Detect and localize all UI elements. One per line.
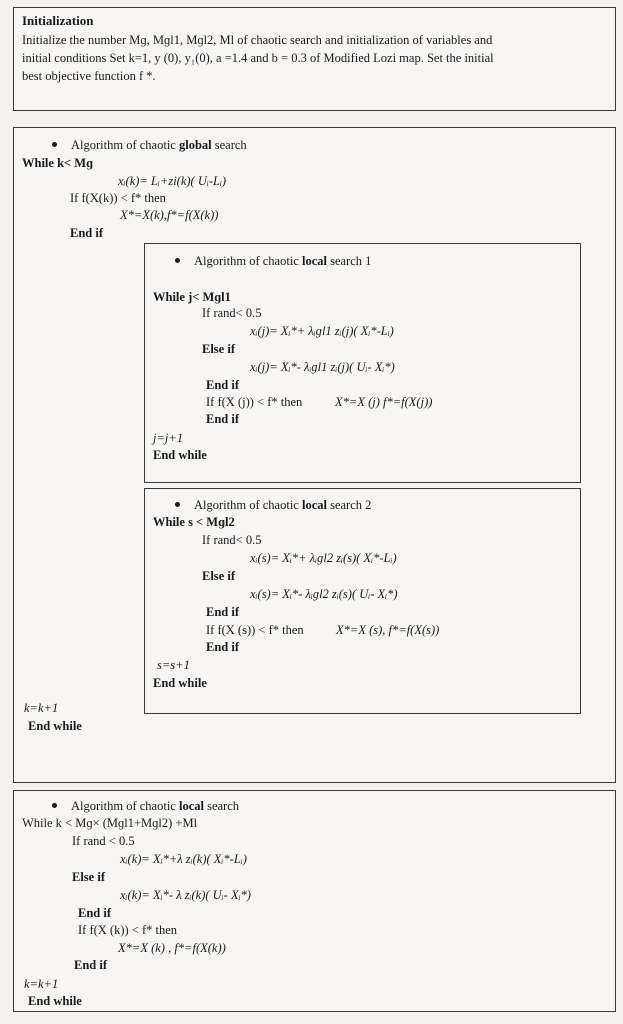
local1-equation-1: xᵢ(j)= Xᵢ*+ λᵢɡl1 zᵢ(j)( Xᵢ*-Lᵢ) <box>250 324 394 338</box>
local2-if-objective: If f(X (s)) < f* then <box>206 623 304 637</box>
global-search-heading: Algorithm of chaotic global search <box>52 138 247 152</box>
local3-end-if-2: End if <box>74 958 108 972</box>
local1-best-assignment: X*=X (j) f*=f(X(j)) <box>335 395 433 409</box>
local2-end-while: End while <box>153 676 207 690</box>
bullet-icon <box>52 142 57 147</box>
local2-if-rand: If rand< 0.5 <box>202 533 262 547</box>
local-search-2-heading: Algorithm of chaotic local search 2 <box>175 498 371 512</box>
global-end-if: End if <box>70 226 104 240</box>
local2-end-if-2: End if <box>206 640 240 654</box>
local3-best-assignment: X*=X (k) , f*=f(X(k)) <box>118 941 226 955</box>
bullet-icon <box>175 502 180 507</box>
local1-end-while: End while <box>153 448 207 462</box>
local2-else-if: Else if <box>202 569 235 583</box>
local3-increment: k=k+1 <box>24 977 59 991</box>
bullet-icon <box>175 258 180 263</box>
global-end-while: End while <box>28 719 82 733</box>
initialization-line-3: best objective function f *. <box>22 69 156 83</box>
global-while: While k< Mɡ <box>22 156 93 170</box>
initialization-line-2: initial conditions Set k=1, y (0), y₁(0), a =1.4 and b = 0.3 of Modified Lozi map. Set the initial <box>22 51 494 65</box>
local1-else-if: Else if <box>202 342 235 356</box>
global-update-equation: xᵢ(k)= Lᵢ+zi(k)( Uᵢ-Lᵢ) <box>118 174 227 188</box>
local1-end-if-1: End if <box>206 378 240 392</box>
local2-best-assignment: X*=X (s), f*=f(X(s)) <box>336 623 440 637</box>
local1-while: While j< Mɡl1 <box>153 290 231 304</box>
local1-if-rand: If rand< 0.5 <box>202 306 262 320</box>
local2-equation-2: xᵢ(s)= Xᵢ*- λᵢɡl2 zᵢ(s)( Uᵢ- Xᵢ*) <box>250 587 398 601</box>
global-best-assignment: X*=X(k),f*=f(X(k)) <box>120 208 219 222</box>
local3-equation-2: xᵢ(k)= Xᵢ*- λ zᵢ(k)( Uᵢ- Xᵢ*) <box>120 888 251 902</box>
local2-increment: s=s+1 <box>157 658 190 672</box>
local-search-final-heading: Algorithm of chaotic local search <box>52 799 239 813</box>
global-if-condition: If f(X(k)) < f* then <box>70 191 166 205</box>
local3-while: While k < Mɡ× (Mɡl1+Mɡl2) +Ml <box>22 816 198 830</box>
initialization-title: Initialization <box>22 13 94 28</box>
local1-increment: j=j+1 <box>153 431 184 445</box>
local3-equation-1: xᵢ(k)= Xᵢ*+λ zᵢ(k)( Xᵢ*-Lᵢ) <box>120 852 247 866</box>
bullet-icon <box>52 803 57 808</box>
local1-equation-2: xᵢ(j)= Xᵢ*- λᵢɡl1 zᵢ(j)( Uᵢ- Xᵢ*) <box>250 360 395 374</box>
local-search-1-heading: Algorithm of chaotic local search 1 <box>175 254 371 268</box>
local2-while: While s < Mɡl2 <box>153 515 235 529</box>
initialization-line-1: Initialize the number Mɡ, Mɡl1, Mɡl2, Ml of chaotic search and initialization of variables and <box>22 33 493 47</box>
local2-equation-1: xᵢ(s)= Xᵢ*+ λᵢɡl2 zᵢ(s)( Xᵢ*-Lᵢ) <box>250 551 397 565</box>
local1-if-objective: If f(X (j)) < f* then <box>206 395 303 409</box>
local2-end-if-1: End if <box>206 605 240 619</box>
local3-else-if: Else if <box>72 870 105 884</box>
local1-end-if-2: End if <box>206 412 240 426</box>
local3-end-if-1: End if <box>78 906 112 920</box>
local3-end-while: End while <box>28 994 82 1008</box>
local3-if-rand: If rand < 0.5 <box>72 834 135 848</box>
local3-if-objective: If f(X (k)) < f* then <box>78 923 178 937</box>
global-increment: k=k+1 <box>24 701 59 715</box>
